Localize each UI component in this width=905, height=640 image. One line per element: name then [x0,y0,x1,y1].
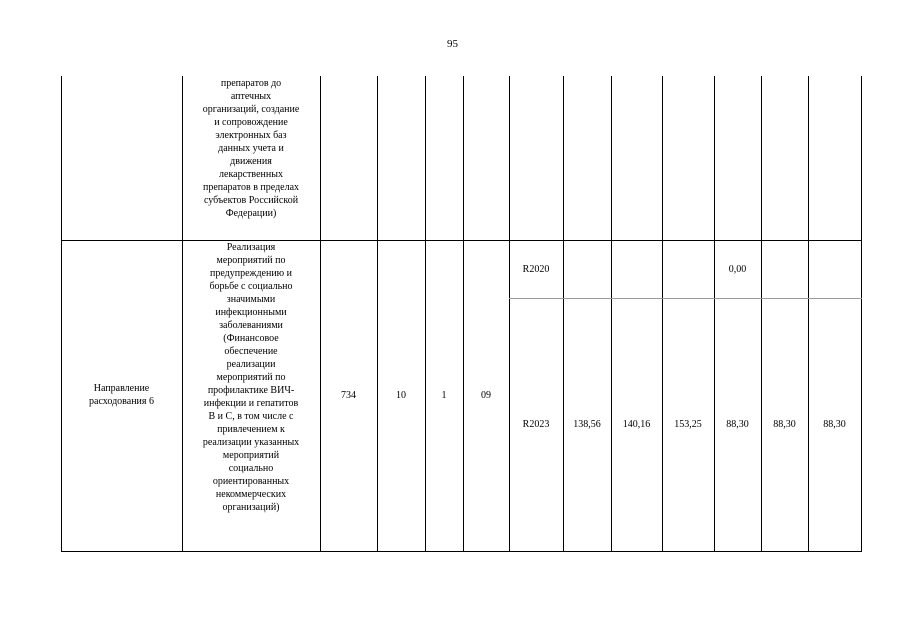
main-row-description: Реализация мероприятий по предупреждению и борьбе с социально значимыми инфекционными заболеваниями (Финансовое обеспечение реализации мероприятий по профилактике ВИЧ- инфекции и гепатитов В и С, в том числе с привлечением к реализации указанных мероприятий социально ориентированных некоммерческих организаций) [202,242,300,513]
csr-code: 09 [481,390,491,401]
value-cell: 138,56 [573,419,601,430]
rz-code: 10 [396,390,406,401]
value-cell: 88,30 [726,419,749,430]
top-row-description: препаратов до аптечных организаций, создание и сопровождение электронных баз данных учета и движения лекарственных препаратов в пределах субъектов Российской Федерации) [202,78,300,219]
column-divider [611,76,612,552]
page-number: 95 [447,38,458,50]
value-cell: 88,30 [823,419,846,430]
column-divider [320,76,321,552]
table-border-right [861,76,862,552]
column-divider [377,76,378,552]
pr-code: 1 [441,390,447,401]
column-divider [714,76,715,552]
value-cell: 140,16 [622,419,651,430]
column-divider [662,76,663,552]
column-divider [808,76,809,552]
direction-label: Направление расходования 6 [89,383,154,407]
value-cell: 88,30 [773,419,796,430]
grbs-code: 734 [341,390,356,401]
sub-row-code: R2020 [522,264,550,275]
column-divider [563,76,564,552]
sub-row-code: R2023 [522,419,550,430]
table-border-left [61,76,62,552]
column-divider [463,76,464,552]
value-cell: 153,25 [674,419,702,430]
column-divider [761,76,762,552]
column-divider [425,76,426,552]
column-divider [509,76,510,552]
sub-row-divider [509,298,862,299]
table-border-bottom [61,551,862,552]
value-cell: 0,00 [728,264,747,275]
